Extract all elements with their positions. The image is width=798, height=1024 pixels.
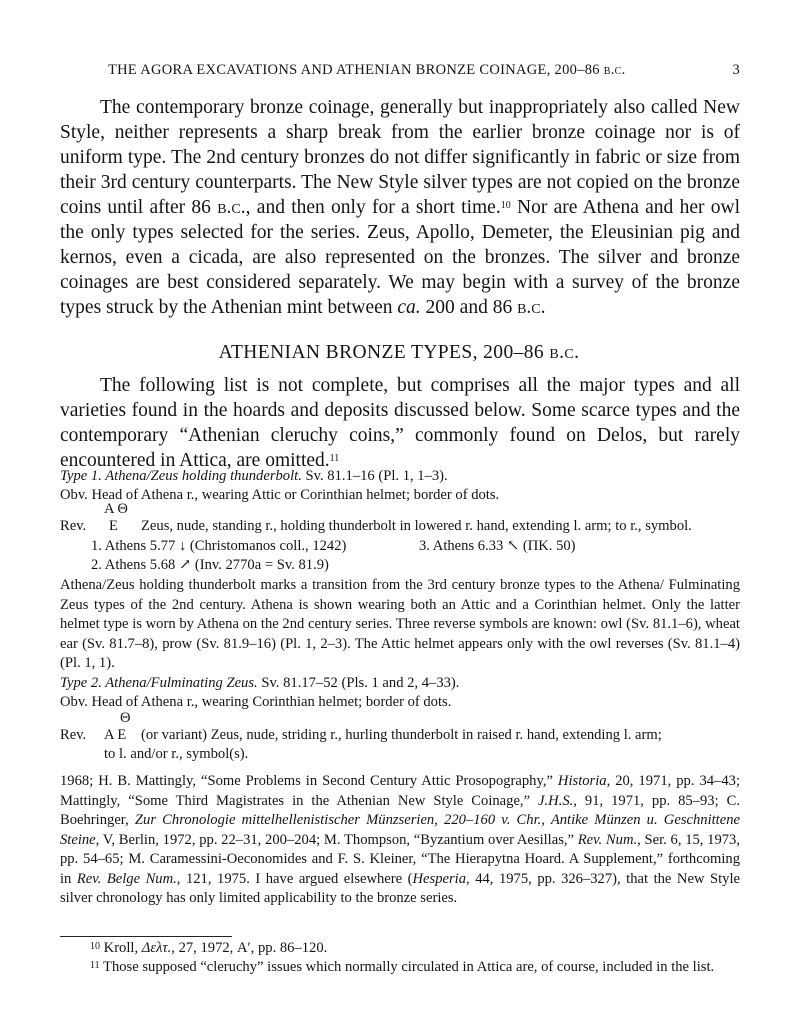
type1-legend-bottom: E: [109, 518, 118, 534]
type2-reverse-line-1: (or variant) Zeus, nude, striding r., hurling thunderbolt in raised r. hand, extending l. arm;: [141, 727, 662, 743]
type2-legend-bottom: A E: [104, 727, 127, 743]
type1-specimen-1: 1. Athens 5.77 ↓ (Christomanos coll., 1242): [91, 538, 347, 554]
footnote-ref-11[interactable]: 11: [329, 453, 340, 464]
type2-legend-top: Θ: [120, 710, 131, 726]
type1-heading: Type 1. Athena/Zeus holding thunderbolt. Sv. 81.1–16 (Pl. 1, 1–3).: [60, 468, 448, 484]
running-head-title: THE AGORA EXCAVATIONS AND ATHENIAN BRONZE COINAGE, 200–86 b.c.: [108, 62, 626, 78]
footnote-rule: [60, 936, 232, 937]
footnote-11: $^{11}$ Those supposed “cleruchy” issues which normally circulated in Attica are, of course, included in the list.: [90, 959, 715, 975]
section-heading: ATHENIAN BRONZE TYPES, 200–86 b.c.: [218, 342, 580, 363]
type2-obverse: Obv. Head of Athena r., wearing Corinthian helmet; border of dots.: [60, 694, 452, 710]
type1-commentary: Athena/Zeus holding thunderbolt marks a transition from the 3rd century bronze types to the Athena/ Fulminating Zeus types of the 2nd century. Athena is shown wearing both an Attic and a Corinthian helmet. Only the latter helmet type is worn by Athena on the 2nd century series. Three reverse symbols are known: owl (Sv. 81.1–6), wheat ear (Sv. 81.7–8), prow (Sv. 81.9–16) (Pl. 1, 2–3). The Attic helmet appears only with the owl reverses (Sv. 81.1–4) (Pl. 1, 1).: [60, 577, 740, 672]
type1-reverse-label: Rev.: [60, 518, 87, 534]
page-number: 3: [732, 62, 740, 78]
type2-heading: Type 2. Athena/Fulminating Zeus. Sv. 81.17–52 (Pls. 1 and 2, 4–33).: [60, 675, 460, 691]
type1-legend-top: A Θ: [104, 501, 128, 517]
type1-obverse: Obv. Head of Athena r., wearing Attic or Corinthian helmet; border of dots.: [60, 487, 500, 503]
footnote-ref-10[interactable]: 10: [500, 200, 511, 211]
footnote-continued: 1968; H. B. Mattingly, “Some Problems in Second Century Attic Prosopography,” Historia, 20, 1971, pp. 34–43; Mattingly, “Some Third Magistrates in the Athenian New Style Coinage,” J.H.S., 91, 1971, pp. 85–93; C. Boehringer, Zur Chronologie mittelhellenistischer Münzserien, 220–160 v. Chr., Antike Münzen u. Geschnittene Steine, V, Berlin, 1972, pp. 22–31, 200–204; M. Thompson, “Byzantium over Aesillas,” Rev. Num., Ser. 6, 15, 1973, pp. 54–65; M. Caramessini-Oeconomides and F. S. Kleiner, “The Hierapytna Hoard. A Supplement,” forthcoming in Rev. Belge Num., 121, 1975. I have argued elsewhere (Hesperia, 44, 1975, pp. 326–327), that the New Style silver chronology has only limited applicability to the bronze series.: [60, 773, 741, 906]
type1-specimen-2: 2. Athens 5.68 ↗ (Inv. 2770a = Sv. 81.9): [91, 557, 329, 573]
type1-reverse-text: Zeus, nude, standing r., holding thunderbolt in lowered r. hand, extending l. arm; to r., symbol.: [141, 518, 692, 534]
list-intro-paragraph: The following list is not complete, but comprises all the major types and all varieties found in the hoards and deposits discussed below. Some scarce types and the contemporary “Athenian cleruchy coins,” commonly found on Delos, but rarely encountered in Attica, are omitted.$^{11}$: [60, 375, 740, 471]
footnote-10: $^{10}$ Kroll, Δελτ., 27, 1972, A′, pp. 86–120.: [90, 940, 328, 956]
type2-reverse-label: Rev.: [60, 727, 87, 743]
type1-specimen-3: 3. Athens 6.33 ↖ (ΠΚ. 50): [419, 538, 576, 554]
intro-paragraph: The contemporary bronze coinage, generally but inappropriately also called New Style, neither represents a sharp break from the earlier bronze coinage nor is of uniform type. The 2nd century bronzes do not differ significantly in fabric or size from their 3rd century counterparts. The New Style silver types are not copied on the bronze coins until after 86 b.c., and then only for a short time.$^{10}$ Nor are Athena and her owl the only types selected for the series. Zeus, Apollo, Demeter, the Eleusinian pig and kernos, even a cicada, are also represented on the bronzes. The silver and bronze coinages are best considered separately. We may begin with a survey of the bronze types struck by the Athenian mint between ca. 200 and 86 b.c.: [60, 97, 740, 318]
type2-reverse-line-2: to l. and/or r., symbol(s).: [104, 746, 249, 762]
